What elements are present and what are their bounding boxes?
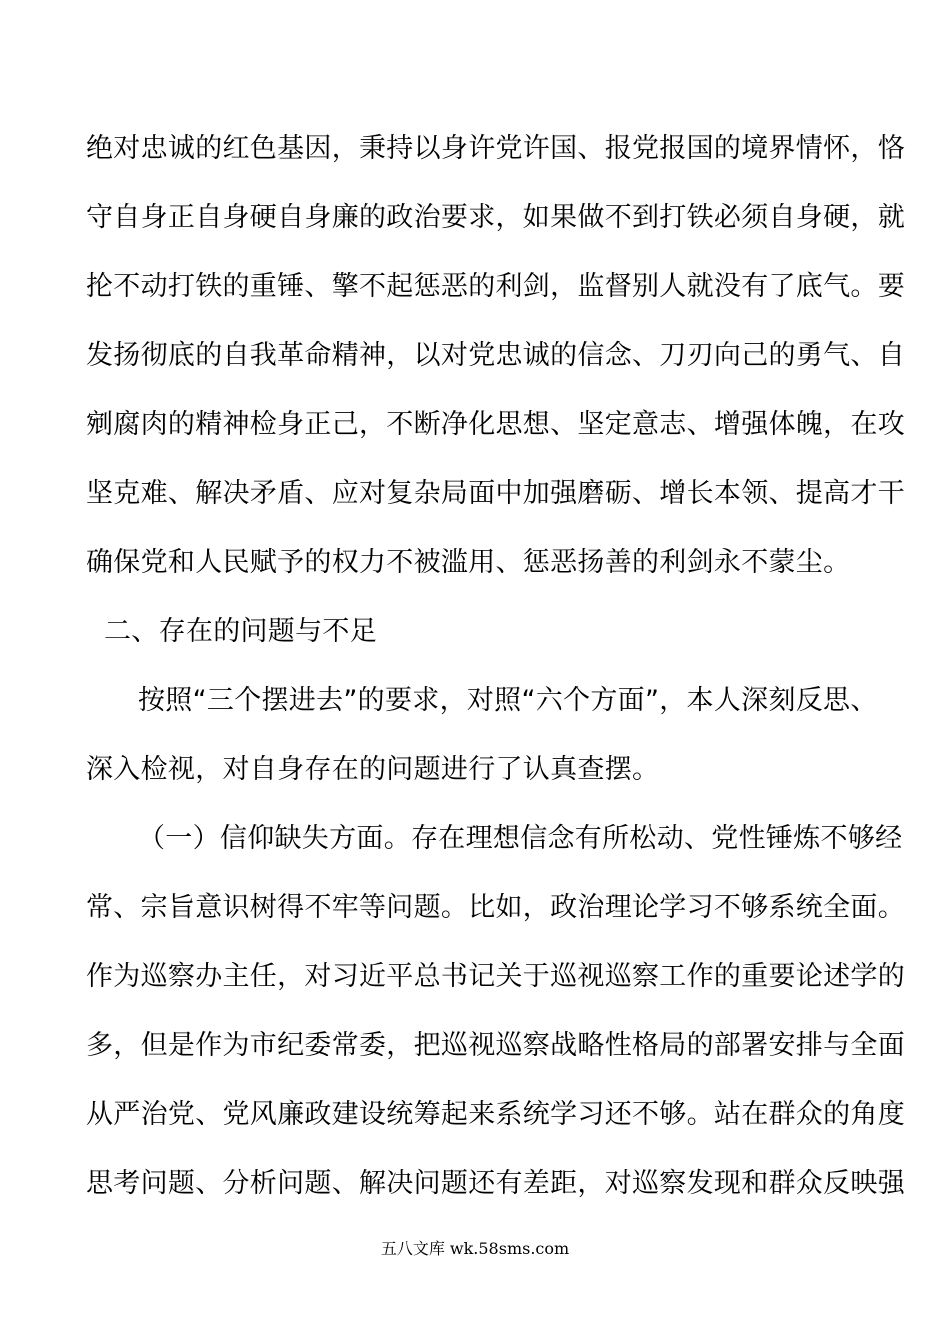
body-text-line: 多，但是作为市纪委常委，把巡视巡察战略性格局的部署安排与全面 [86,1030,905,1061]
body-text-line: 从严治党、党风廉政建设统筹起来系统学习还不够。站在群众的角度 [86,1099,905,1130]
body-text-line: 绝对忠诚的红色基因，秉持以身许党许国、报党报国的境界情怀，恪 [86,133,905,164]
body-text-line: 深入检视，对自身存在的问题进行了认真查摆。 [86,754,660,785]
page-footer: 五八文库 wk.58sms.com [380,1239,570,1258]
body-text-line: 按照“三个摆进去”的要求，对照“六个方面”，本人深刻反思、 [138,685,878,716]
body-text-line: 坚克难、解决矛盾、应对复杂局面中加强磨砺、增长本领、提高才干 [86,478,905,509]
body-text-line: 发扬彻底的自我革命精神，以对党忠诚的信念、刀刃向己的勇气、自 [86,340,905,371]
body-text-line: 抡不动打铁的重锤、擎不起惩恶的利剑，监督别人就没有了底气。要 [86,271,905,302]
body-text-line: 确保党和人民赋予的权力不被滥用、惩恶扬善的利剑永不蒙尘。 [86,547,851,578]
body-text-line: 作为巡察办主任，对习近平总书记关于巡视巡察工作的重要论述学的 [86,961,905,992]
body-text-line: 思考问题、分析问题、解决问题还有差距，对巡察发现和群众反映强 [86,1168,905,1199]
section-heading: 二、存在的问题与不足 [104,616,377,647]
body-text-line: 常、宗旨意识树得不牢等问题。比如，政治理论学习不够系统全面。 [86,892,905,923]
body-text-line: （一）信仰缺失方面。存在理想信念有所松动、党性锤炼不够经 [138,823,903,854]
body-text-line: 剜腐肉的精神检身正己，不断净化思想、坚定意志、增强体魄，在攻 [86,409,905,440]
body-text-line: 守自身正自身硬自身廉的政治要求，如果做不到打铁必须自身硬，就 [86,202,905,233]
